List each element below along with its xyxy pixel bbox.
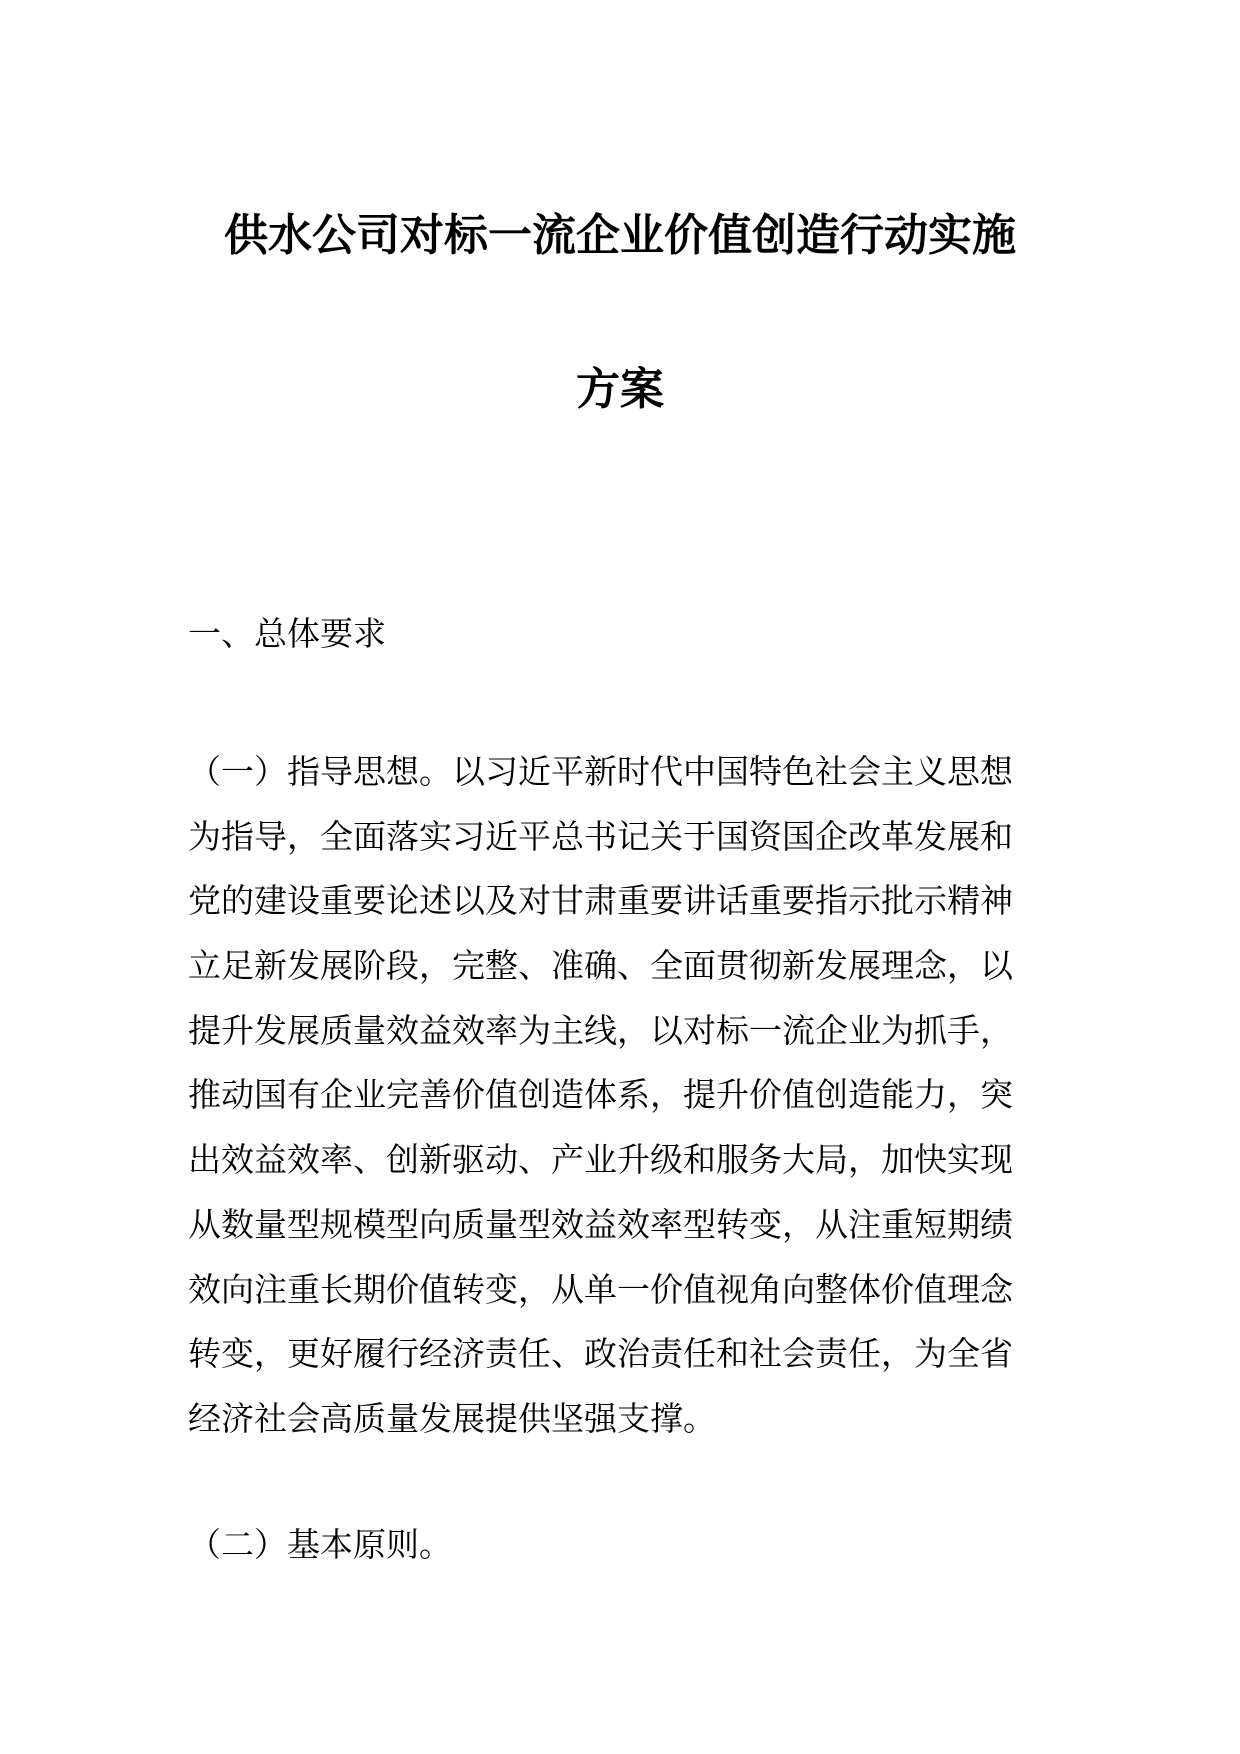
paragraph-line: 出效益效率、创新驱动、产业升级和服务大局，加快实现 — [188, 1140, 1013, 1180]
paragraph-line: 提升发展质量效益效率为主线，以对标一流企业为抓手， — [188, 1010, 1013, 1050]
paragraph-line: 党的建设重要论述以及对甘肃重要讲话重要指示批示精神 — [188, 881, 1013, 921]
document-title-line-2: 方案 — [576, 364, 664, 415]
paragraph-guiding-ideology — [188, 740, 1068, 1452]
paragraph-basic-principles — [188, 1513, 1068, 1578]
paragraph-line: 推动国有企业完善价值创造体系，提升价值创造能力，突 — [188, 1075, 1013, 1115]
document-title-line-1: 供水公司对标一流企业价值创造行动实施 — [224, 210, 1016, 261]
paragraph-line: 经济社会高质量发展提供坚强支撑。 — [188, 1398, 716, 1438]
paragraph-line: 立足新发展阶段，完整、准确、全面贯彻新发展理念，以 — [188, 946, 1013, 986]
paragraph-line: 效向注重长期价值转变，从单一价值视角向整体价值理念 — [188, 1269, 1013, 1309]
paragraph-line: 从数量型规模型向质量型效益效率型转变，从注重短期绩 — [188, 1204, 1013, 1244]
paragraph-line: （一）指导思想。以习近平新时代中国特色社会主义思想 — [188, 752, 1013, 791]
paragraph-line: （二）基本原则。 — [188, 1525, 452, 1564]
paragraph-line: 转变，更好履行经济责任、政治责任和社会责任，为全省 — [188, 1334, 1013, 1374]
section-heading: 一、总体要求 — [188, 614, 386, 653]
paragraph-line: 为指导，全面落实习近平总书记关于国资国企改革发展和 — [188, 816, 1013, 856]
